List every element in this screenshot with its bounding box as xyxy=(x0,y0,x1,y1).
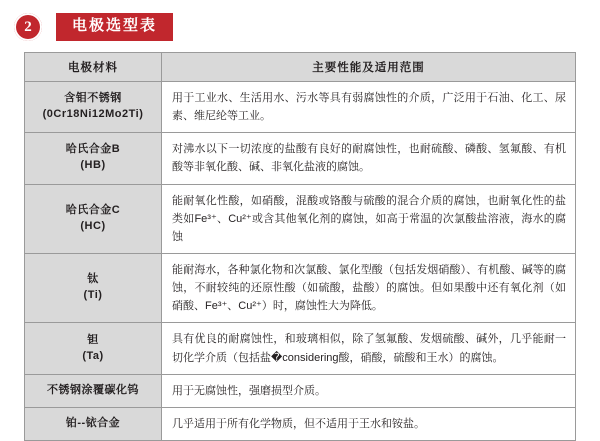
cell-description: 对沸水以下一切浓度的盐酸有良好的耐腐蚀性，也耐硫酸、磷酸、氢氟酸、有机酸等非氧化酸、碱、非氧化盐液的腐蚀。 xyxy=(162,133,576,184)
cell-material xyxy=(25,323,162,374)
cell-material xyxy=(25,82,162,133)
table-header-row xyxy=(25,53,576,82)
table-head xyxy=(25,53,576,82)
material-line: 钛 xyxy=(87,273,99,286)
material-line: 钽 xyxy=(87,333,99,346)
material-line: (Ta) xyxy=(82,349,104,362)
table-row xyxy=(25,253,576,322)
cell-description: 具有优良的耐腐蚀性，和玻璃相似，除了氢氟酸、发烟硫酸、碱外，几乎能耐一切化学介质（包括盐�considering酸，硝酸，硫酸和王水）的腐蚀。 xyxy=(162,323,576,374)
cell-material xyxy=(25,133,162,184)
table-row xyxy=(25,82,576,133)
material-line: 含钼不锈钢 xyxy=(64,92,122,105)
material-line: (Ti) xyxy=(83,289,103,302)
column-header-description: 主要性能及适用范围 xyxy=(162,53,576,82)
cell-description: 几乎适用于所有化学物质，但不适用于王水和铵盐。 xyxy=(162,407,576,440)
cell-material xyxy=(25,407,162,440)
table-row xyxy=(25,374,576,407)
electrode-selection-table-wrap xyxy=(24,52,576,441)
table-body xyxy=(25,82,576,441)
material-line: (HC) xyxy=(80,219,106,232)
cell-description: 用于工业水、生活用水、污水等具有弱腐蚀性的介质，广泛用于石油、化工、尿素、维尼纶等工业。 xyxy=(162,82,576,133)
table-row xyxy=(25,184,576,253)
page-title: 电极选型表 xyxy=(56,13,173,41)
table-row xyxy=(25,323,576,374)
cell-description: 能耐海水，各种氯化物和次氯酸、氯化型酸（包括发烟硝酸）、有机酸、碱等的腐蚀，不耐较纯的还原性酸（如硫酸，盐酸）的腐蚀。但如果酸中还有氧化剂（如硝酸、Fe³⁺、Cu²⁺）时，腐蚀性大为降低。 xyxy=(162,253,576,322)
table-row xyxy=(25,133,576,184)
cell-material xyxy=(25,374,162,407)
cell-description: 能耐氧化性酸，如硝酸，混酸或铬酸与硫酸的混合介质的腐蚀，也耐氧化性的盐类如Fe³⁺、Cu²⁺或含其他氧化剂的腐蚀，如高于常温的次氯酸盐溶液，海水的腐蚀 xyxy=(162,184,576,253)
cell-description: 用于无腐蚀性，强磨损型介质。 xyxy=(162,374,576,407)
material-line: (0Cr18Ni12Mo2Ti) xyxy=(42,108,144,121)
section-number-badge: 2 xyxy=(14,13,42,41)
material-line: (HB) xyxy=(80,159,106,172)
column-header-material: 电极材料 xyxy=(25,53,162,82)
material-line: 不锈钢涂覆碳化钨 xyxy=(47,383,139,396)
material-line: 哈氏合金B xyxy=(65,143,121,156)
material-line: 哈氏合金C xyxy=(65,203,121,216)
cell-material xyxy=(25,253,162,322)
page-header xyxy=(0,0,600,44)
cell-material xyxy=(25,184,162,253)
material-line: 铂--铱合金 xyxy=(65,416,121,429)
electrode-selection-table xyxy=(24,52,576,441)
table-row xyxy=(25,407,576,440)
